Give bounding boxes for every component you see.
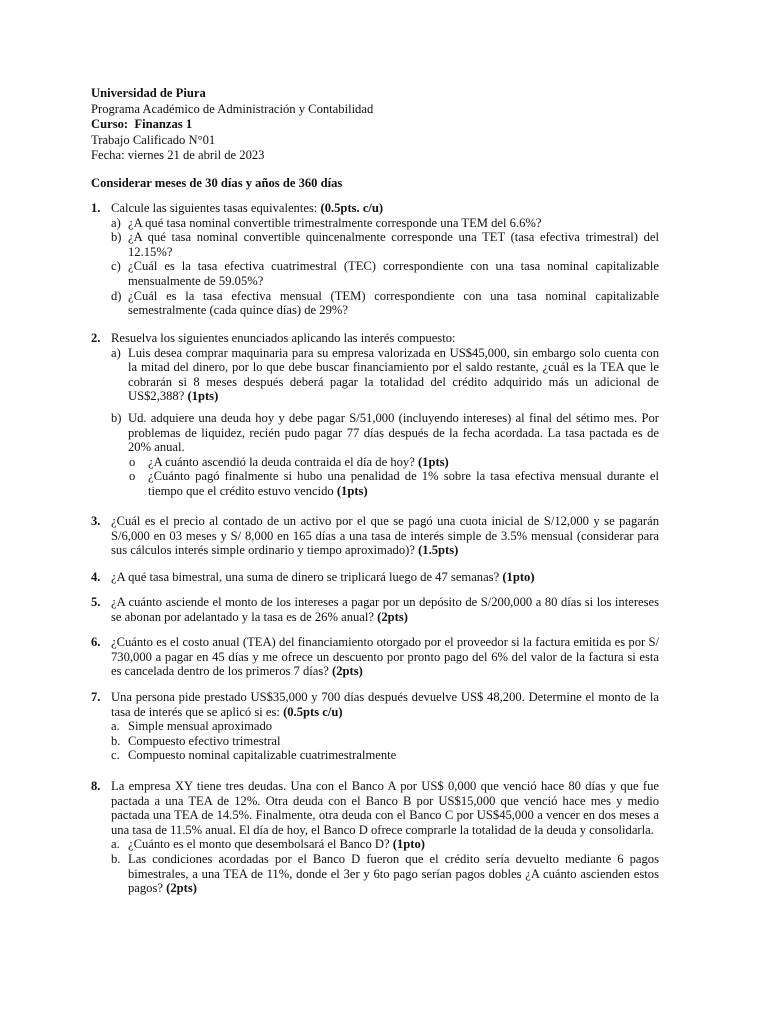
list-item: c. Compuesto nominal capitalizable cuatrimestralmente: [111, 748, 397, 763]
list-item: b. Las condiciones acordadas por el Banco D fueron que el crédito sería devuelto mediante 6 pagos bimestrales, a una TEA de 11%, donde el 3er y 6to pago serían pagos dobles ¿A cuánto ascienden estos pagos? (2pts): [111, 851, 659, 896]
question-6: [91, 635, 659, 679]
list-item: a) Luis desea comprar maquinaria para su empresa valorizada en US$45,000, sin embargo solo cuenta con la mitad del dinero, por lo que debe buscar financiamiento por el saldo restante, ¿cuál es la TEA que le cobrarán si 8 meses después deberá pagar la totalidad del crédito adquirido más un adicional de US$2,388? (1pts): [111, 345, 659, 404]
exam-date: Fecha: viernes 21 de abril de 2023: [91, 148, 265, 163]
list-item: a. ¿Cuánto es el monto que desembolsará el Banco D? (1pto): [111, 837, 425, 852]
bullet-item: o ¿A cuánto ascendió la deuda contraida el día de hoy? (1pts): [129, 454, 449, 469]
bullet-marker: o: [129, 469, 136, 484]
list-item: c) ¿Cuál es la tasa efectiva cuatrimestral (TEC) correspondiente con una tasa nominal capitalizable mensualmente de 59.05%?: [111, 259, 659, 288]
question-points: (1pts): [336, 483, 368, 498]
question-number: 1.: [91, 201, 101, 215]
question-number: 8.: [91, 779, 101, 793]
question-points: (0.5pts. c/u): [320, 201, 384, 215]
question-points: (1pto): [392, 837, 425, 852]
course-name: Finanzas 1: [134, 117, 193, 132]
question-points: (2pts): [166, 881, 197, 896]
course-label: Curso:: [91, 117, 129, 132]
university-name: Universidad de Piura: [91, 86, 206, 100]
question-8: [91, 779, 659, 896]
list-item: b. Compuesto efectivo trimestral: [111, 733, 281, 748]
question-text: ¿Cuál es el precio al contado de un activo por el que se pagó una cuota inicial de S/12,000 y se pagarán S/6,000 en 03 meses y S/ 8,000 en 165 días a una tasa de interés simple de 3.5% mensual (considerar para sus cálculos interés simple ordinario y tiempo aproximado)?: [111, 514, 659, 558]
question-text: ¿A qué tasa bimestral, una suma de dinero se triplicará luego de 47 semanas?: [111, 570, 503, 584]
question-text: ¿Cuánto es el costo anual (TEA) del financiamiento otorgado por el proveedor si la factura emitida es por S/ 730,000 a pagar en 45 días y me ofrece un descuento por pronto pago del 6% del valor de la factura si esta es cancelada dentro de los primeros 7 días?: [111, 635, 659, 679]
question-text: Una persona pide prestado US$35,000 y 700 días después devuelve US$ 48,200. Determine el monto de la tasa de interés que se aplicó si es:: [111, 690, 659, 719]
question-1: [91, 201, 659, 318]
list-item: a. Simple mensual aproximado: [111, 719, 273, 734]
question-points: (0.5pts c/u): [283, 704, 343, 719]
document-header: [91, 86, 373, 164]
question-points: (1pts): [187, 389, 219, 404]
list-item: a) ¿A qué tasa nominal convertible trimestralmente corresponde una TEM del 6.6%?: [111, 215, 542, 230]
question-number: 6.: [91, 635, 101, 649]
question-3: [91, 514, 659, 558]
question-number: 2.: [91, 331, 101, 345]
question-text: La empresa XY tiene tres deudas. Una con el Banco A por US$ 0,000 que venció hace 80 días y que fue pactada a una TEA de 12%. Otra deuda con el Banco B por US$15,000 que venció hace mes y medio pactada una TEA de 14.5%. Finalmente, otra deuda con el Banco C por US$45,000 a vencer en dos meses a una tasa de 11.5% anual. El día de hoy, el Banco D ofrece comprarle la totalidad de la deuda y consolidarla.: [111, 779, 659, 837]
instructions-note: Considerar meses de 30 días y años de 360 días: [91, 176, 343, 190]
course-line: [91, 117, 373, 133]
question-points: (2pts): [377, 609, 408, 624]
list-item: d) ¿Cuál es la tasa efectiva mensual (TEM) correspondiente con una tasa nominal capitalizable semestralmente (cada quince días) de 29%?: [111, 288, 659, 318]
assignment-title: Trabajo Calificado N°01: [91, 132, 216, 147]
bullet-marker: o: [129, 454, 136, 469]
list-item: b) ¿A qué tasa nominal convertible quincenalmente corresponde una TET (tasa efectiva trimestral) del 12.15%?: [111, 230, 659, 259]
program-name: Programa Académico de Administración y Contabilidad: [91, 101, 374, 116]
question-number: 5.: [91, 595, 101, 609]
question-points: (2pts): [332, 664, 363, 679]
question-number: 4.: [91, 570, 101, 584]
question-5: [91, 595, 659, 624]
question-points: (1.5pts): [418, 543, 459, 558]
question-number: 3.: [91, 514, 101, 528]
question-text: Calcule las siguientes tasas equivalentes:: [111, 201, 321, 215]
question-points: (1pts): [417, 454, 449, 469]
bullet-item: o ¿Cuánto pagó finalmente si hubo una penalidad de 1% sobre la tasa efectiva mensual durante el tiempo que el crédito estuvo vencido (1pts): [129, 469, 659, 498]
question-points: (1pto): [502, 570, 535, 584]
question-text: ¿A cuánto asciende el monto de los intereses a pagar por un depósito de S/200,000 a 80 días si los intereses se abonan por adelantado y la tasa es de 26% anual?: [111, 595, 659, 624]
question-2: [91, 331, 659, 499]
list-item: b) Ud. adquiere una deuda hoy y debe pagar S/51,000 (incluyendo intereses) al final del sétimo mes. Por problemas de liquidez, recién pudo pagar 77 días después de la fecha acordada. La tasa pactada es de 20% anual.: [111, 410, 659, 455]
question-number: 7.: [91, 690, 101, 704]
question-7: [91, 690, 659, 763]
question-text: Resuelva los siguientes enunciados aplicando las interés compuesto:: [111, 331, 456, 345]
question-4: [91, 570, 659, 585]
